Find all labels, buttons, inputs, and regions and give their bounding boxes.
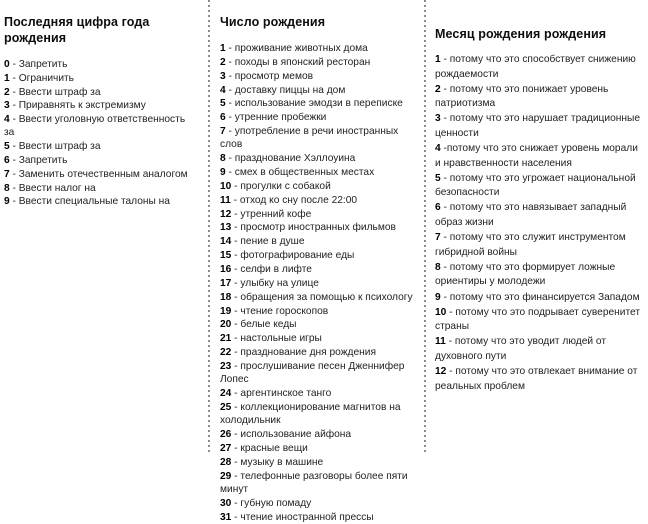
list-item-text: потому что это формирует ложные ориентиры у молодежи [435, 261, 616, 288]
list-item-separator: - [231, 208, 241, 220]
list-item-text: белые кеды [240, 319, 297, 331]
list-item-separator: - [446, 306, 456, 318]
list-item-separator: - [231, 277, 241, 289]
list-item-separator: - [231, 264, 241, 275]
list-item-text: селфи в лифте [240, 264, 312, 275]
list-item-number: 28 [220, 456, 232, 468]
list-item-separator: - [225, 167, 235, 179]
list-item [435, 112, 642, 141]
list-item-number: 0 [4, 59, 10, 70]
list-item-separator: - [9, 182, 19, 194]
list-item [220, 291, 415, 304]
list-item-separator: - [231, 319, 241, 331]
list-item-number: 7 [435, 232, 441, 244]
list-item-number: 12 [435, 365, 447, 377]
list-item-text: чтение гороскопов [240, 305, 329, 317]
list-item [435, 365, 642, 394]
list-item-text: прогулки с собакой [240, 180, 331, 192]
list-item-number: 22 [220, 347, 232, 359]
list-item [435, 231, 642, 260]
list-item-separator: - [231, 305, 241, 317]
list-item-number: 4 [220, 84, 226, 96]
column-last-digit-of-birth-year [0, 0, 208, 452]
list-item [220, 42, 415, 55]
list-item-text: потому что это способствует снижению рождаемости [435, 54, 636, 80]
list-item [220, 511, 415, 524]
list-item-text: отход ко сну после 22:00 [239, 194, 358, 206]
list-item-number: 2 [435, 83, 441, 95]
list-item-text: потому что это подрывает суверенитет страны [435, 306, 641, 333]
list-item-number: 9 [220, 167, 226, 179]
list-item [220, 70, 415, 83]
list-item [220, 360, 415, 387]
list-item [435, 201, 642, 230]
list-item-number: 15 [220, 250, 232, 262]
list-item-text: коллекционирование магнитов на холодильник [220, 401, 401, 427]
list-item-separator: - [225, 112, 235, 124]
list-item-number: 29 [220, 470, 232, 482]
list-item-text: Ввести налог на [18, 182, 96, 194]
list-item [220, 456, 415, 469]
list-item-number: 3 [435, 113, 441, 125]
list-item-number: 31 [220, 511, 232, 523]
list-item-separator: - [231, 401, 241, 413]
list-item-separator: - [9, 114, 19, 126]
list-item-text: фотографирование еды [240, 250, 355, 262]
list-item-number: 4 [435, 143, 441, 155]
list-item-text: празднование Хэллоуина [234, 153, 356, 165]
list-item-number: 9 [435, 291, 441, 303]
list-item [220, 180, 415, 193]
list-item-number: 24 [220, 388, 232, 400]
list-item-text: использование айфона [240, 429, 352, 441]
list-item [435, 291, 642, 306]
column-1-title: Последняя цифра года рождения [4, 15, 150, 45]
list-item-number: 2 [220, 56, 226, 68]
list-item-number: 14 [220, 236, 232, 248]
list-item-text: употребление в речи иностранных слов [220, 126, 399, 151]
list-item-number: 9 [4, 196, 10, 208]
list-item-separator: - [440, 232, 450, 244]
list-item [220, 263, 415, 276]
list-item [220, 442, 415, 455]
list-item-text: празднование дня рождения [240, 347, 376, 359]
list-item-number: 11 [435, 336, 446, 348]
list-item-separator: - [225, 126, 235, 138]
list-item-number: 5 [4, 141, 10, 153]
list-item-text: доставку пиццы на дом [234, 84, 346, 96]
list-item [4, 140, 198, 153]
list-item-number: 5 [220, 98, 226, 110]
list-item [4, 58, 198, 71]
list-item-text: потому что это навязывает западный образ жизни [435, 202, 627, 229]
column-2-title: Число рождения [220, 15, 326, 29]
list-item-text: Ввести штраф за [18, 86, 101, 98]
list-item-text: губную помаду [240, 497, 312, 509]
list-item-text: потому что это уводит людей от духовного пути [435, 336, 607, 362]
list-item-number: 3 [4, 100, 10, 112]
list-item-text: Запретить [18, 59, 68, 70]
list-item [4, 182, 198, 195]
list-item [220, 305, 415, 318]
list-item-number: 16 [220, 264, 232, 275]
list-item-number: 13 [220, 222, 232, 234]
list-item-separator: - [225, 153, 235, 165]
list-item-text: проживание животных дома [234, 43, 368, 54]
list-item-text: потому что это понижает уровень патриотизма [435, 83, 609, 110]
list-item-text: потому что это финансируется Западом [449, 291, 640, 303]
list-item [435, 306, 642, 335]
list-item [435, 83, 642, 112]
list-item-number: 20 [220, 319, 232, 331]
list-item-separator: - [440, 202, 450, 214]
list-item-separator: - [225, 56, 235, 68]
list-item-text: Ввести штраф за [18, 141, 101, 153]
list-item-text: прослушивание песен Дженнифер Лопес [220, 360, 405, 386]
list-item-text: чтение иностранной прессы [240, 511, 374, 523]
list-item-number: 3 [220, 70, 226, 82]
list-item-text: Ограничить [18, 72, 74, 84]
list-item [4, 168, 198, 181]
list-item [220, 194, 415, 207]
list-item [220, 152, 415, 165]
list-item-text: потому что это нарушает традиционные ценности [435, 113, 640, 139]
list-item-number: 1 [220, 43, 226, 54]
list-item-text: настольные игры [240, 333, 322, 345]
list-item-number: 17 [220, 277, 232, 289]
list-item [220, 401, 415, 428]
list-item-text: Заменить отечественным аналогом [18, 168, 188, 180]
list-item [220, 249, 415, 262]
list-item-number: 2 [4, 86, 10, 98]
list-item-text: утренние пробежки [234, 112, 327, 124]
list-item-separator: - [440, 113, 450, 125]
list-item [220, 318, 415, 331]
list-item-text: смех в общественных местах [234, 167, 375, 179]
list-item [220, 221, 415, 234]
list-item [220, 84, 415, 97]
list-item-text: потому что это служит инструментом гибридной войны [435, 232, 626, 258]
list-item-separator: - [440, 143, 447, 155]
list-item-separator: - [9, 196, 19, 208]
list-item-separator: - [231, 291, 241, 303]
list-item-number: 21 [220, 333, 232, 345]
list-item-separator: - [231, 497, 241, 509]
list-item-separator: - [230, 194, 240, 206]
list-item [435, 53, 642, 82]
list-item-separator: - [231, 180, 241, 192]
list-item [220, 332, 415, 345]
list-item-separator: - [231, 470, 241, 482]
list-item-text: пение в душе [240, 236, 305, 248]
list-item-number: 8 [220, 153, 226, 165]
list-item-separator: - [440, 54, 450, 65]
list-item-number: 23 [220, 360, 232, 372]
list-item-number: 6 [4, 155, 10, 167]
column-month-of-birth [423, 0, 648, 452]
list-item-number: 7 [220, 126, 226, 138]
list-item-number: 8 [4, 182, 10, 194]
list-item-number: 8 [435, 261, 441, 273]
list-item-separator: - [231, 222, 241, 234]
list-item-separator: - [9, 59, 19, 70]
list-item-text: телефонные разговоры более пяти минут [220, 470, 408, 495]
column-day-of-birth [208, 0, 423, 523]
list-item-number: 27 [220, 442, 232, 454]
list-item [220, 387, 415, 400]
list-item-separator: - [225, 98, 235, 110]
list-item-number: 4 [4, 114, 10, 126]
list-item-text: Ввести специальные талоны на [18, 196, 170, 208]
list-item-separator: - [446, 365, 456, 377]
column-3-list [435, 53, 642, 394]
list-item [220, 166, 415, 179]
list-item [220, 470, 415, 497]
list-item-separator: - [440, 291, 450, 303]
list-item [4, 86, 198, 99]
column-3-title: Месяц рождения рождения [435, 27, 607, 41]
list-item-separator: - [231, 456, 241, 468]
list-item-separator: - [445, 336, 455, 348]
list-item-text: утренний кофе [240, 208, 312, 220]
list-item-number: 11 [220, 194, 231, 206]
list-item-separator: - [9, 155, 19, 167]
list-item-separator: - [231, 511, 241, 523]
list-item-number: 19 [220, 305, 232, 317]
list-item-separator: - [9, 168, 19, 180]
list-item-separator: - [9, 86, 19, 98]
list-item-separator: - [225, 84, 235, 96]
list-item-text: потому что это угрожает национальной безопасности [435, 172, 636, 199]
list-item-text: просмотр мемов [234, 70, 314, 82]
list-item [220, 346, 415, 359]
list-item-separator: - [9, 72, 19, 84]
list-item [220, 277, 415, 290]
list-item [220, 111, 415, 124]
list-item-text: потому что это отвлекает внимание от реальных проблем [435, 365, 638, 392]
list-item [220, 497, 415, 510]
list-item-number: 30 [220, 497, 232, 509]
list-item-separator: - [231, 388, 241, 400]
list-item-text: аргентинское танго [240, 388, 332, 400]
list-item-separator: - [231, 429, 241, 441]
list-item-number: 5 [435, 172, 441, 184]
list-item-text: Запретить [18, 155, 68, 167]
list-item [4, 154, 198, 167]
list-item-text: улыбку на улице [240, 277, 319, 289]
list-item-separator: - [440, 172, 450, 184]
list-item [435, 142, 642, 171]
list-item-text: походы в японский ресторан [234, 56, 371, 68]
list-item-separator: - [225, 43, 235, 54]
list-item-number: 6 [220, 112, 226, 124]
list-item [220, 125, 415, 152]
list-item-number: 10 [435, 306, 447, 318]
list-item-number: 25 [220, 401, 232, 413]
list-item-text: музыку в машине [240, 456, 324, 468]
list-item-separator: - [231, 236, 241, 248]
list-item [4, 72, 198, 85]
list-item-number: 12 [220, 208, 232, 220]
list-item-text: красные вещи [240, 442, 308, 454]
list-item [220, 208, 415, 221]
list-item-number: 6 [435, 202, 441, 214]
list-item-separator: - [9, 100, 19, 112]
list-item [435, 172, 642, 201]
list-item-separator: - [440, 261, 450, 273]
list-item-number: 1 [4, 72, 10, 84]
list-item-text: Приравнять к экстремизму [18, 100, 146, 112]
list-item [4, 195, 198, 208]
list-item [4, 99, 198, 112]
list-item-number: 10 [220, 180, 232, 192]
list-item-separator: - [225, 70, 235, 82]
list-item-number: 7 [4, 168, 10, 180]
list-item-text: обращения за помощью к психологу [240, 291, 413, 303]
list-item-number: 1 [435, 54, 441, 65]
list-item [220, 56, 415, 69]
list-item-separator: - [231, 333, 241, 345]
list-item [220, 235, 415, 248]
list-item-text: просмотр иностранных фильмов [240, 222, 396, 234]
list-item [4, 113, 198, 140]
list-item-separator: - [231, 347, 241, 359]
list-item-text: потому что это снижает уровень морали и нравственности населения [435, 143, 638, 169]
list-item [220, 428, 415, 441]
list-item-number: 26 [220, 429, 232, 441]
list-item-separator: - [440, 83, 450, 95]
list-item [435, 335, 642, 364]
list-item-separator: - [9, 141, 19, 153]
column-1-list [4, 58, 198, 209]
list-item [435, 261, 642, 290]
list-item-text: Ввести уголовную ответственность за [4, 114, 186, 139]
list-item-separator: - [231, 360, 241, 372]
list-item-number: 18 [220, 291, 232, 303]
list-item-separator: - [231, 250, 241, 262]
list-item-separator: - [231, 442, 241, 454]
list-item-text: использование эмодзи в переписке [234, 98, 403, 110]
list-item [220, 97, 415, 110]
